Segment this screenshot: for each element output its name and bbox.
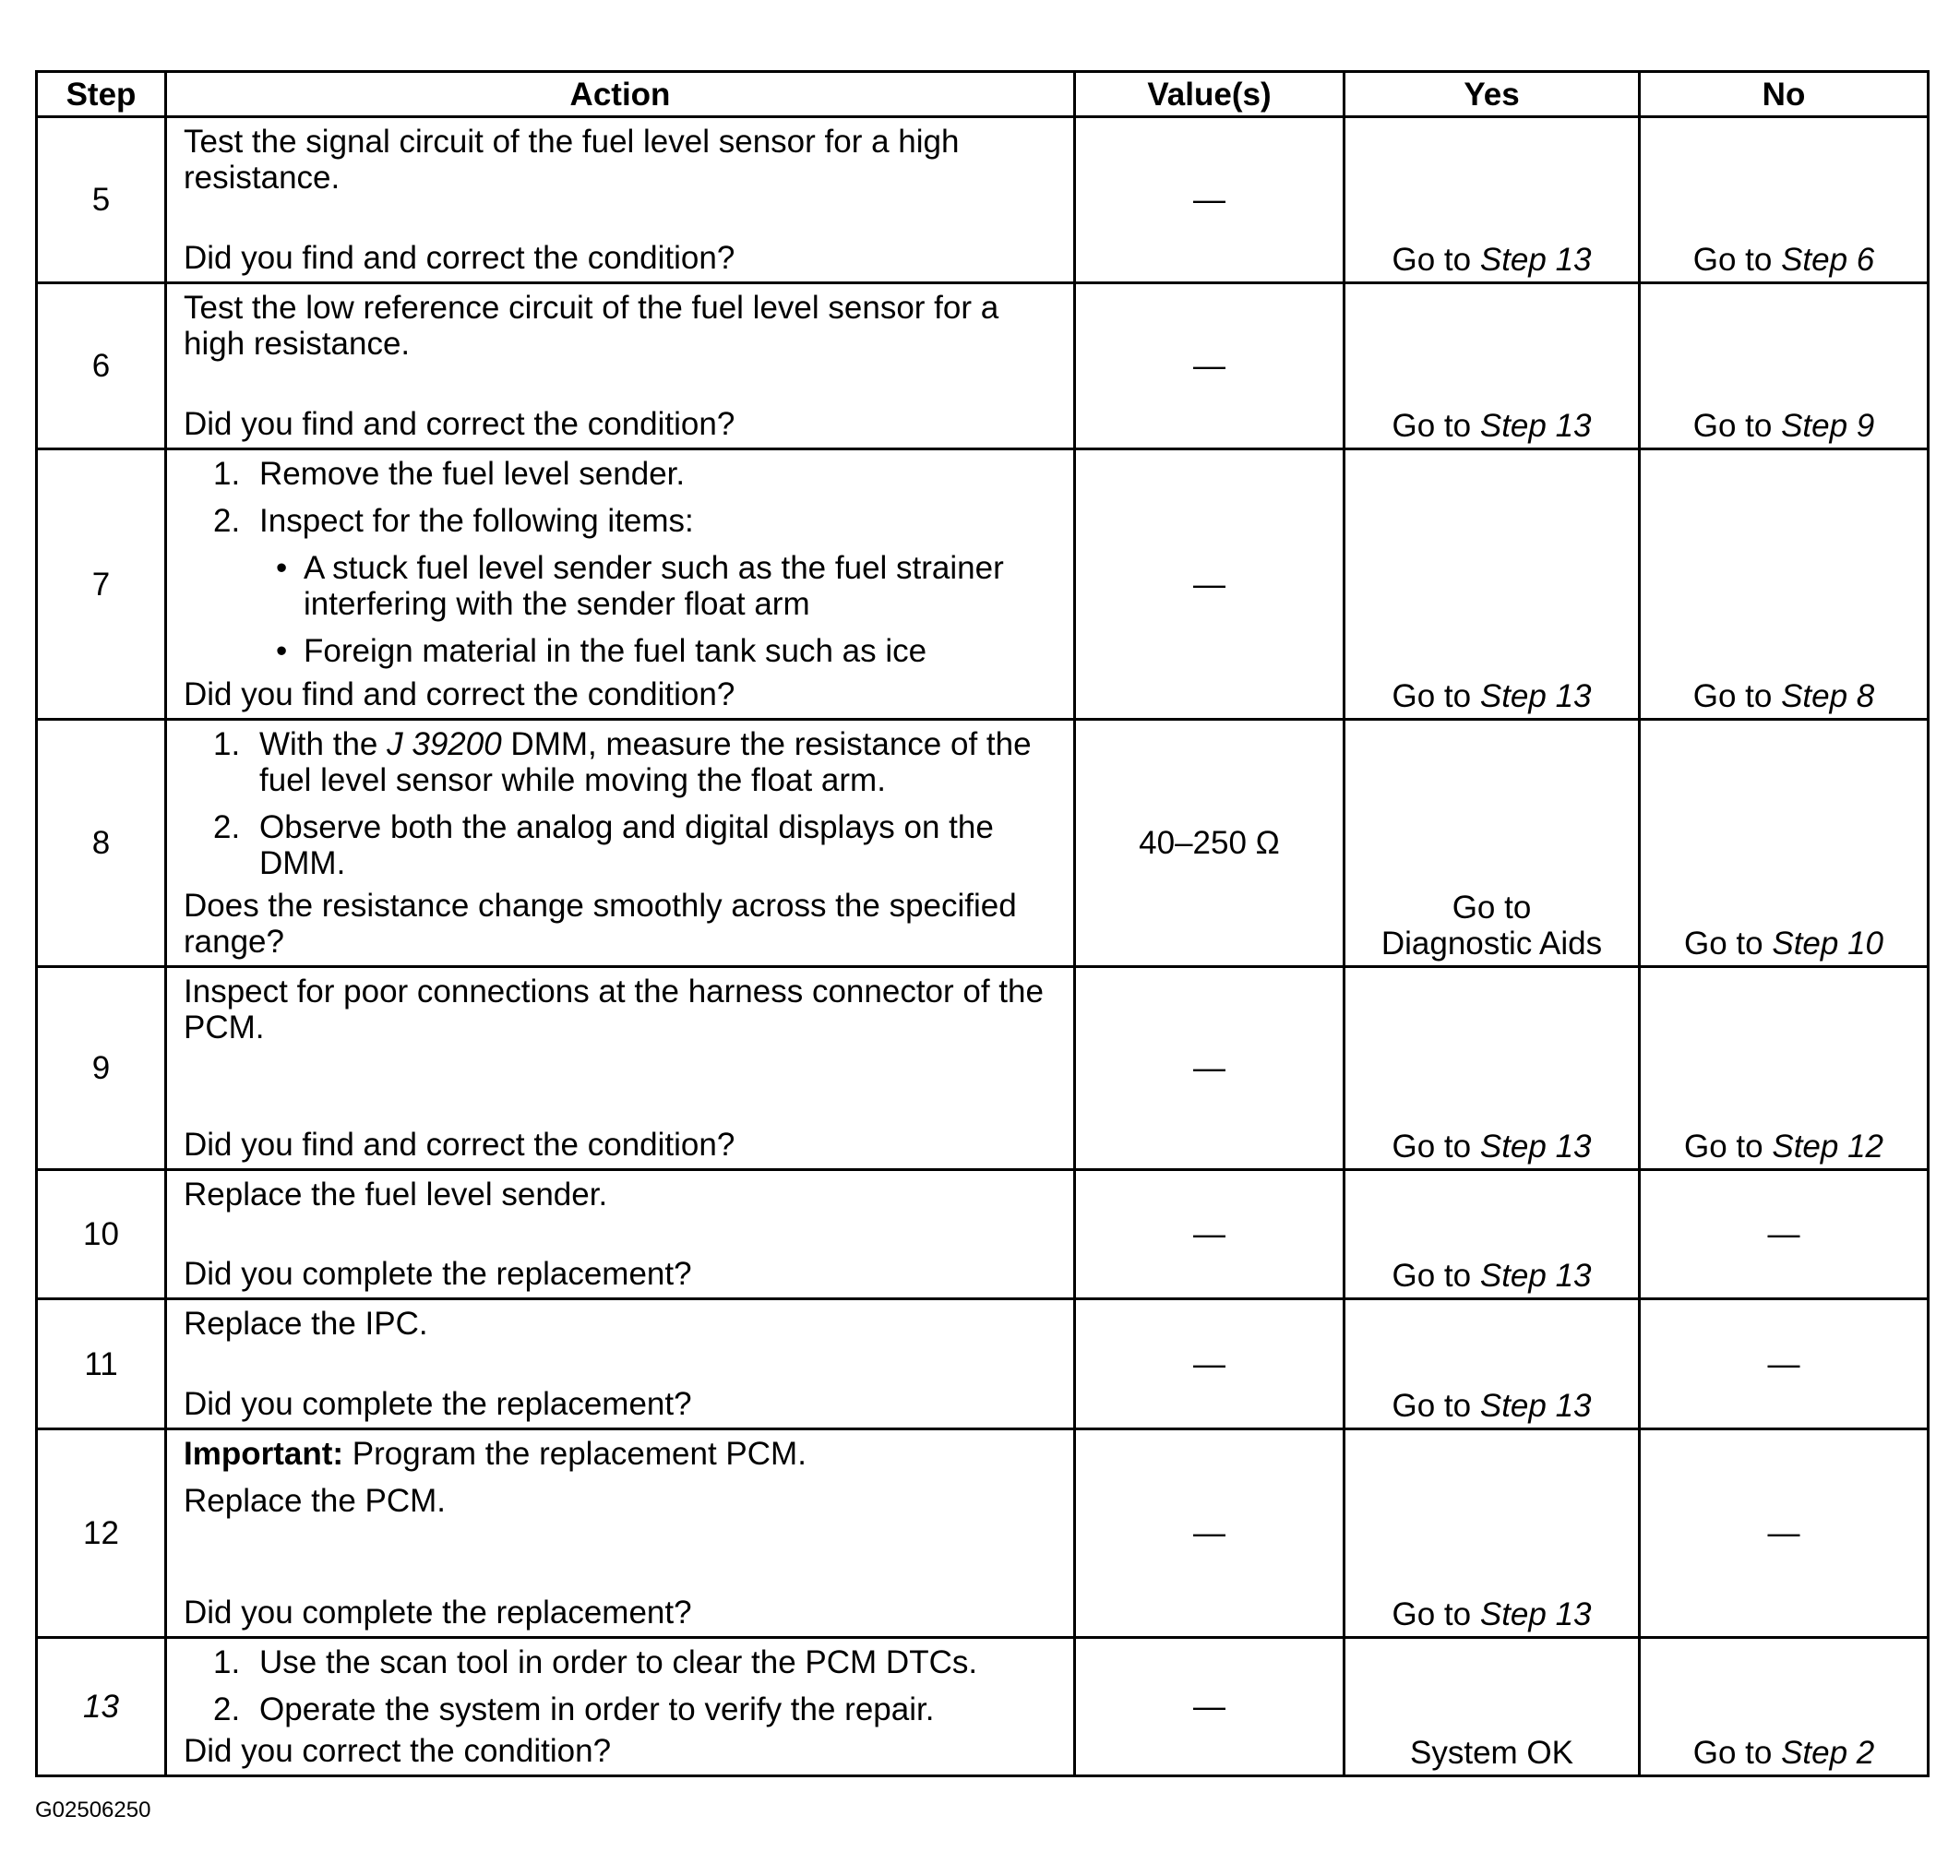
action-question: Did you complete the replacement? (184, 1595, 692, 1631)
no-cell: — (1640, 1170, 1929, 1299)
no-cell (1640, 967, 1929, 1170)
bullet-item (184, 633, 1057, 669)
list-text: Observe both the analog and digital displays on the DMM. (259, 809, 994, 881)
value-cell: 40–250 Ω (1075, 720, 1345, 967)
step-number: 11 (37, 1299, 166, 1429)
bullet-icon: • (276, 550, 288, 586)
list-text: Remove the fuel level sender. (259, 456, 686, 492)
yes-diagnostic-aids-link[interactable]: Diagnostic Aids (1380, 926, 1603, 962)
action-cell (166, 1170, 1075, 1299)
yes-cell (1345, 1170, 1640, 1299)
step-number: 8 (37, 720, 166, 967)
action-cell (166, 449, 1075, 720)
table-row (37, 1638, 1929, 1776)
action-cell (166, 967, 1075, 1170)
yes-cell (1345, 1429, 1640, 1638)
action-cell (166, 283, 1075, 449)
action-question: Did you correct the condition? (184, 1733, 612, 1769)
no-prefix: Go to (1692, 242, 1773, 278)
list-number: 2. (213, 809, 241, 845)
step-number: 12 (37, 1429, 166, 1638)
yes-prefix: Go to (1452, 890, 1532, 926)
no-step-link[interactable]: Step 6 (1781, 242, 1875, 278)
header-values: Value(s) (1075, 72, 1345, 117)
value-cell: — (1075, 1429, 1345, 1638)
header-step: Step (37, 72, 166, 117)
table-row (37, 117, 1929, 283)
figure-id: G02506250 (35, 1798, 151, 1822)
list-text-post: DMM, measure the resistance of the fuel level sensor while moving the float arm. (259, 726, 1032, 798)
list-number: 1. (213, 1644, 241, 1680)
tool-reference: J 39200 (387, 726, 502, 762)
yes-step-link[interactable]: Step 13 (1479, 1258, 1592, 1294)
yes-cell (1345, 449, 1640, 720)
value-cell: — (1075, 117, 1345, 283)
no-prefix: Go to (1692, 678, 1773, 714)
step-number: 9 (37, 967, 166, 1170)
value-cell: — (1075, 1299, 1345, 1429)
no-prefix: Go to (1684, 1129, 1763, 1165)
list-number: 1. (213, 456, 241, 492)
important-text: Program the replacement PCM. (352, 1436, 807, 1472)
action-text: Test the low reference circuit of the fuel level sensor for a high resistance. (184, 290, 999, 362)
no-cell (1640, 449, 1929, 720)
action-cell (166, 1638, 1075, 1776)
no-step-link[interactable]: Step 10 (1772, 926, 1883, 962)
action-cell (166, 1299, 1075, 1429)
step-number: 10 (37, 1170, 166, 1299)
table-row (37, 967, 1929, 1170)
yes-prefix: Go to (1392, 408, 1472, 444)
action-text: Inspect for poor connections at the harness connector of the PCM. (184, 974, 1044, 1046)
yes-prefix: Go to (1392, 1258, 1472, 1294)
action-question: Did you complete the replacement? (184, 1256, 692, 1292)
value-cell: — (1075, 449, 1345, 720)
list-text: Operate the system in order to verify the repair. (259, 1691, 935, 1727)
yes-step-link[interactable]: Step 13 (1479, 242, 1592, 278)
yes-prefix: Go to (1392, 1596, 1472, 1632)
list-text-pre: With the (259, 726, 378, 762)
step-number: 6 (37, 283, 166, 449)
yes-step-link[interactable]: Step 13 (1479, 1596, 1592, 1632)
bullet-item (184, 550, 1057, 622)
list-item (184, 1691, 1057, 1727)
yes-step-link[interactable]: Step 13 (1479, 408, 1592, 444)
action-text: Replace the PCM. (184, 1483, 447, 1519)
yes-cell (1345, 283, 1640, 449)
list-text: Inspect for the following items: (259, 503, 694, 539)
no-step-link[interactable]: Step 9 (1781, 408, 1875, 444)
action-cell (166, 720, 1075, 967)
yes-step-link[interactable]: Step 13 (1479, 1129, 1592, 1165)
no-cell (1640, 720, 1929, 967)
yes-cell (1345, 967, 1640, 1170)
yes-prefix: Go to (1392, 1129, 1472, 1165)
list-number: 2. (213, 1691, 241, 1727)
yes-step-link[interactable]: Step 13 (1479, 678, 1592, 714)
no-cell (1640, 1638, 1929, 1776)
list-number: 2. (213, 503, 241, 539)
diagnostic-table (35, 70, 1930, 1777)
header-no: No (1640, 72, 1929, 117)
table-row (37, 720, 1929, 967)
no-prefix: Go to (1692, 1735, 1773, 1771)
table-row (37, 1170, 1929, 1299)
yes-cell (1345, 117, 1640, 283)
action-question: Did you find and correct the condition? (184, 1127, 735, 1163)
bullet-text: Foreign material in the fuel tank such as ice (304, 633, 927, 669)
value-cell: — (1075, 1170, 1345, 1299)
value-cell: — (1075, 283, 1345, 449)
action-question: Did you find and correct the condition? (184, 406, 735, 442)
header-yes: Yes (1345, 72, 1640, 117)
important-label: Important: (184, 1436, 344, 1472)
value-cell: — (1075, 1638, 1345, 1776)
yes-cell (1345, 720, 1640, 967)
action-question: Did you find and correct the condition? (184, 676, 735, 712)
action-question: Does the resistance change smoothly across the specified range? (184, 888, 1017, 960)
action-cell (166, 117, 1075, 283)
important-note (184, 1436, 1057, 1472)
no-cell: — (1640, 1299, 1929, 1429)
yes-prefix: Go to (1392, 678, 1472, 714)
no-cell (1640, 117, 1929, 283)
bullet-icon: • (276, 633, 288, 669)
no-step-link[interactable]: Step 8 (1781, 678, 1875, 714)
action-text: Replace the fuel level sender. (184, 1177, 608, 1213)
list-item (184, 456, 1057, 492)
action-question: Did you complete the replacement? (184, 1386, 692, 1422)
list-item (184, 726, 1057, 798)
action-text: Test the signal circuit of the fuel level sensor for a high resistance. (184, 124, 960, 196)
no-prefix: Go to (1692, 408, 1773, 444)
yes-prefix: Go to (1392, 242, 1472, 278)
no-prefix: Go to (1684, 926, 1763, 962)
step-number: 5 (37, 117, 166, 283)
action-cell (166, 1429, 1075, 1638)
yes-cell (1345, 1299, 1640, 1429)
table-row (37, 283, 1929, 449)
table-row (37, 1429, 1929, 1638)
list-number: 1. (213, 726, 241, 762)
step-number: 13 (37, 1638, 166, 1776)
header-action: Action (166, 72, 1075, 117)
no-cell: — (1640, 1429, 1929, 1638)
bullet-text: A stuck fuel level sender such as the fuel strainer interfering with the sender float arm (304, 550, 1004, 622)
list-item (184, 809, 1057, 881)
yes-cell: System OK (1345, 1638, 1640, 1776)
list-item (184, 1644, 1057, 1680)
list-text: Use the scan tool in order to clear the PCM DTCs. (259, 1644, 978, 1680)
yes-step-link[interactable]: Step 13 (1479, 1388, 1592, 1424)
action-text: Replace the IPC. (184, 1306, 428, 1342)
list-item (184, 503, 1057, 539)
no-step-link[interactable]: Step 2 (1781, 1735, 1875, 1771)
table-header-row (37, 72, 1929, 117)
step-number: 7 (37, 449, 166, 720)
value-cell: — (1075, 967, 1345, 1170)
table-row (37, 449, 1929, 720)
table-row (37, 1299, 1929, 1429)
no-cell (1640, 283, 1929, 449)
no-step-link[interactable]: Step 12 (1772, 1129, 1883, 1165)
action-question: Did you find and correct the condition? (184, 240, 735, 276)
yes-prefix: Go to (1392, 1388, 1472, 1424)
